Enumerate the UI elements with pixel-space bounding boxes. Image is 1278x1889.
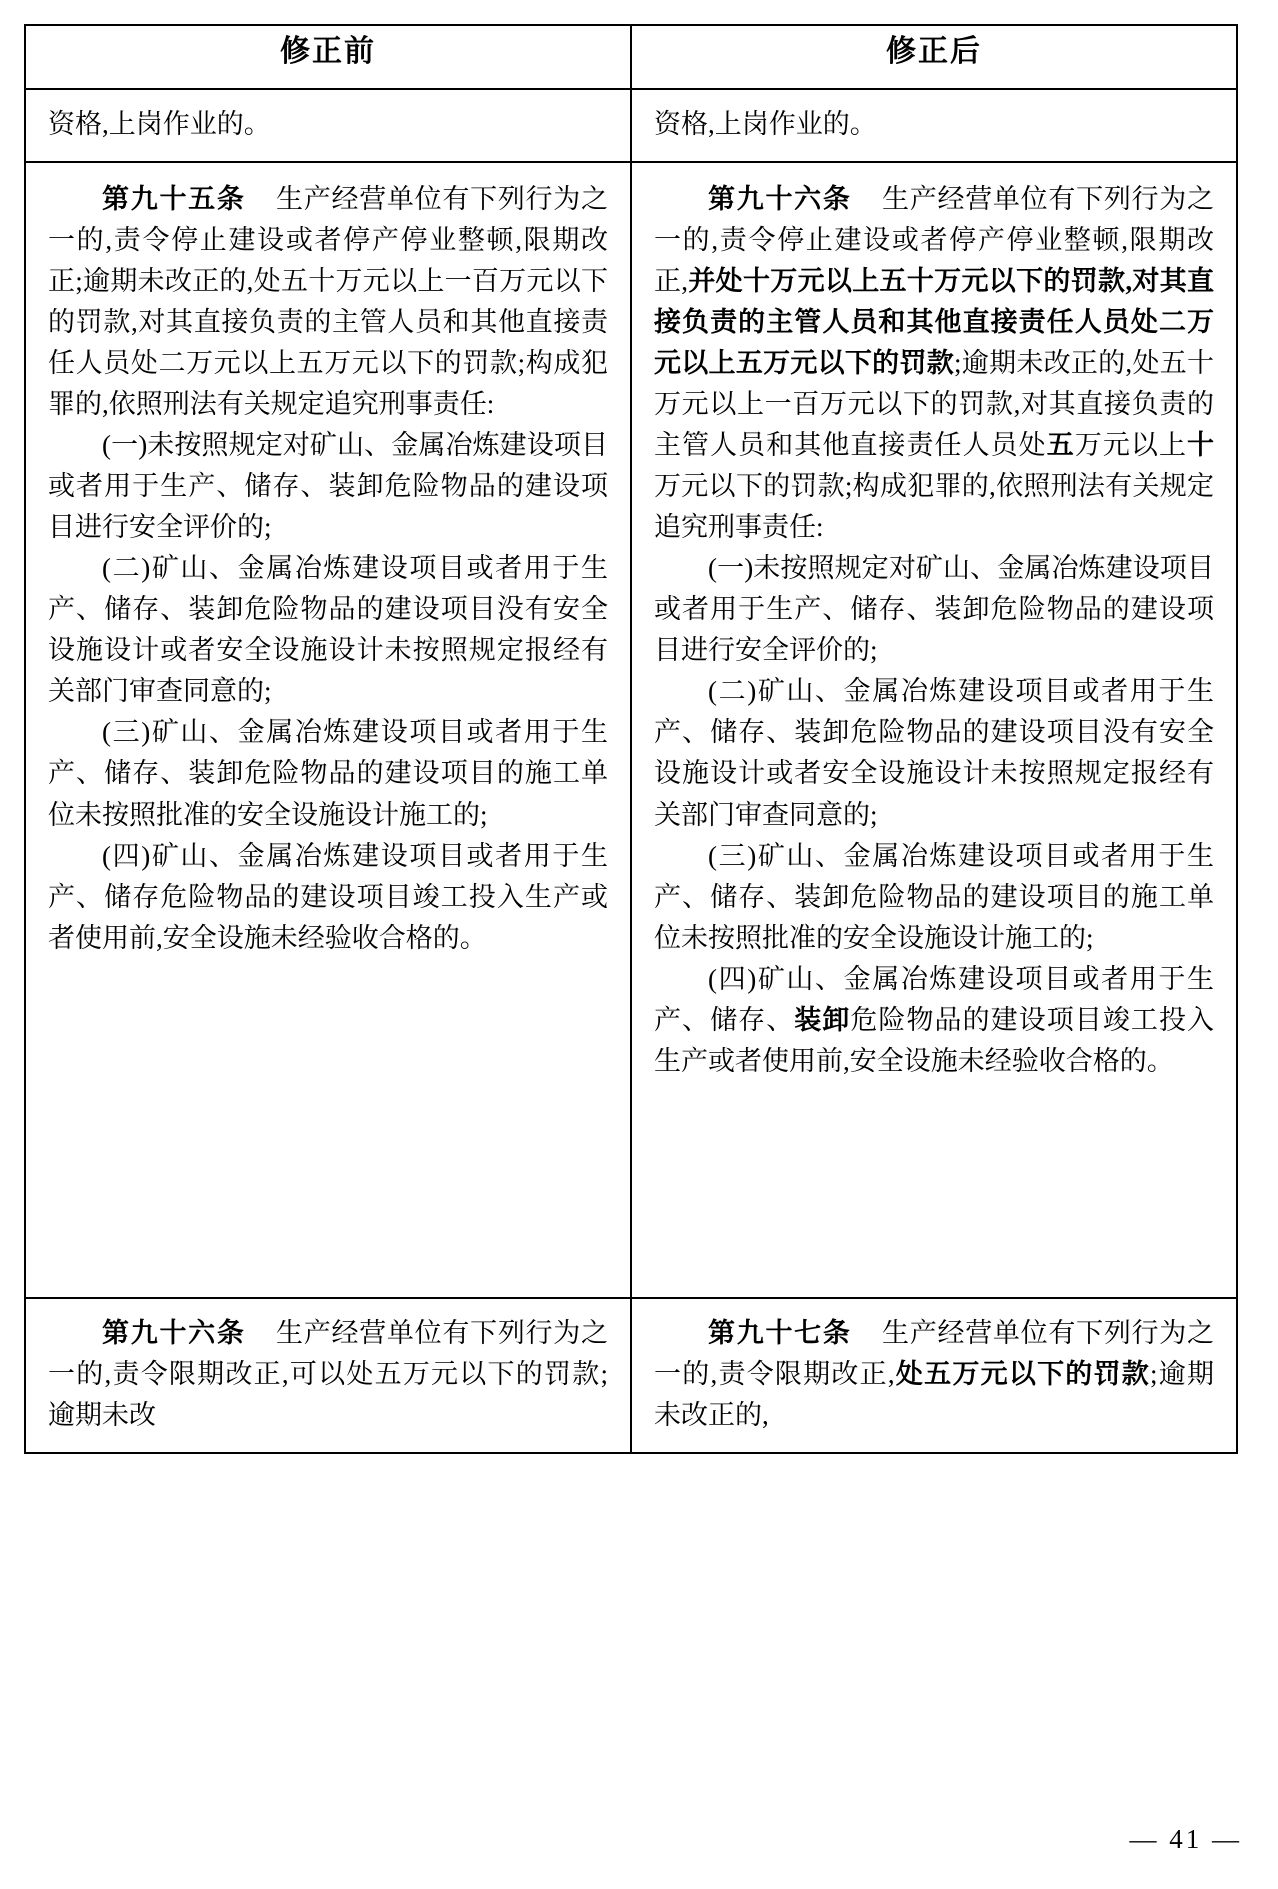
paragraph-text: (三)矿山、金属冶炼建设项目或者用于生产、储存、装卸危险物品的建设项目的施工单位未按照批准的安全设施设计施工的; <box>654 840 1214 953</box>
paragraph-text: ;逾期未改正的,处五十万元以上一百万元以下的罚款,对其直接负责的主管人员和其他直接责任人员处 <box>654 348 1214 461</box>
list-item-paragraph <box>48 836 608 959</box>
article-block-after <box>632 163 1236 1297</box>
list-item-paragraph <box>654 836 1214 959</box>
list-item-paragraph <box>654 671 1214 835</box>
paragraph-text: (一)未按照规定对矿山、金属冶炼建设项目或者用于生产、储存、装卸危险物品的建设项目进行安全评价的; <box>654 553 1214 666</box>
article-block-after-next <box>632 1299 1236 1452</box>
paragraph-text: 生产经营单位有下列行为之一的,责令限期改正, <box>654 1318 1215 1390</box>
paragraph-text: 万元以下的罚款;构成犯罪的,依照刑法有关规定追究刑事责任: <box>654 471 1214 543</box>
page-number: — 41 — <box>1129 1824 1242 1854</box>
article-block-before-next <box>26 1299 630 1452</box>
column-header-after <box>631 25 1237 89</box>
emphasized-text: 对其直接负责的主管人员和其他直接责任人员处二万元以上五万元以下的罚款 <box>654 266 1215 379</box>
paragraph-text: 万元以上 <box>1074 430 1188 461</box>
table-row <box>25 162 1237 1298</box>
emphasized-text: 并处十万元以上五十万元以下的罚款, <box>688 266 1133 297</box>
paragraph-text: (二)矿山、金属冶炼建设项目或者用于生产、储存、装卸危险物品的建设项目没有安全设施设计或者安全设施设计未按照规定报经有关部门审查同意的; <box>48 553 608 707</box>
article-paragraph <box>654 179 1214 548</box>
paragraph-text: (四)矿山、金属冶炼建设项目或者用于生产、储存危险物品的建设项目竣工投入生产或者使用前,安全设施未经验收合格的。 <box>48 840 608 953</box>
article-title: 第九十五条 <box>102 184 246 215</box>
cell-before-article-96 <box>25 1298 631 1453</box>
cell-before-article-95 <box>25 162 631 1298</box>
paragraph-text: ;逾期未改正的, <box>654 1359 1214 1431</box>
column-header-after-label: 修正后 <box>886 35 982 68</box>
paragraph-text: 生产经营单位有下列行为之一的,责令停止建设或者停产停业整顿,限期改正, <box>654 184 1215 297</box>
cell-after-article-96 <box>631 162 1237 1298</box>
list-item-paragraph <box>654 959 1214 1082</box>
list-item-paragraph <box>48 425 608 548</box>
list-item-paragraph <box>48 712 608 835</box>
article-paragraph <box>48 179 608 425</box>
column-header-before <box>25 25 631 89</box>
table-header-row <box>25 25 1237 89</box>
article-paragraph <box>48 1313 608 1436</box>
emphasized-text: 五 <box>1046 430 1075 461</box>
article-paragraph <box>654 1313 1214 1436</box>
paragraph-text: (三)矿山、金属冶炼建设项目或者用于生产、储存、装卸危险物品的建设项目的施工单位未按照批准的安全设施设计施工的; <box>48 717 608 830</box>
table-row <box>25 1298 1237 1453</box>
paragraph-continuation-after: 资格,上岗作业的。 <box>654 109 877 139</box>
article-block-before <box>26 163 630 1297</box>
paragraph-text: 生产经营单位有下列行为之一的,责令停止建设或者停产停业整顿,限期改正;逾期未改正的,处五十万元以上一百万元以下的罚款,对其直接负责的主管人员和其他直接责任人员处二万元以上五万元以下的罚款;构成犯罪的,依照刑法有关规定追究刑事责任: <box>48 184 609 420</box>
article-title: 第九十七条 <box>708 1318 852 1349</box>
cell-after-article-97 <box>631 1298 1237 1453</box>
paragraph-continuation-before: 资格,上岗作业的。 <box>48 109 271 139</box>
emphasized-text: 装卸 <box>794 1004 851 1035</box>
table-row <box>25 89 1237 162</box>
cell-before-continuation <box>25 89 631 162</box>
paragraph-text: (四)矿山、金属冶炼建设项目或者用于生产、储存、 <box>654 963 1214 1035</box>
article-title: 第九十六条 <box>708 184 852 215</box>
article-title: 第九十六条 <box>102 1318 246 1349</box>
paragraph-text: (一)未按照规定对矿山、金属冶炼建设项目或者用于生产、储存、装卸危险物品的建设项目进行安全评价的; <box>48 430 608 543</box>
comparison-table <box>24 24 1238 1454</box>
list-item-paragraph <box>48 548 608 712</box>
emphasized-text: 处五万元以下的罚款 <box>894 1359 1151 1390</box>
paragraph-text: (二)矿山、金属冶炼建设项目或者用于生产、储存、装卸危险物品的建设项目没有安全设施设计或者安全设施设计未按照规定报经有关部门审查同意的; <box>654 676 1214 830</box>
paragraph-text: 危险物品的建设项目竣工投入生产或者使用前,安全设施未经验收合格的。 <box>654 1004 1215 1076</box>
emphasized-text: 十 <box>1187 430 1215 461</box>
paragraph-text: 生产经营单位有下列行为之一的,责令限期改正,可以处五万元以下的罚款;逾期未改 <box>48 1318 609 1431</box>
column-header-before-label: 修正前 <box>280 35 376 68</box>
cell-after-continuation <box>631 89 1237 162</box>
list-item-paragraph <box>654 548 1214 671</box>
